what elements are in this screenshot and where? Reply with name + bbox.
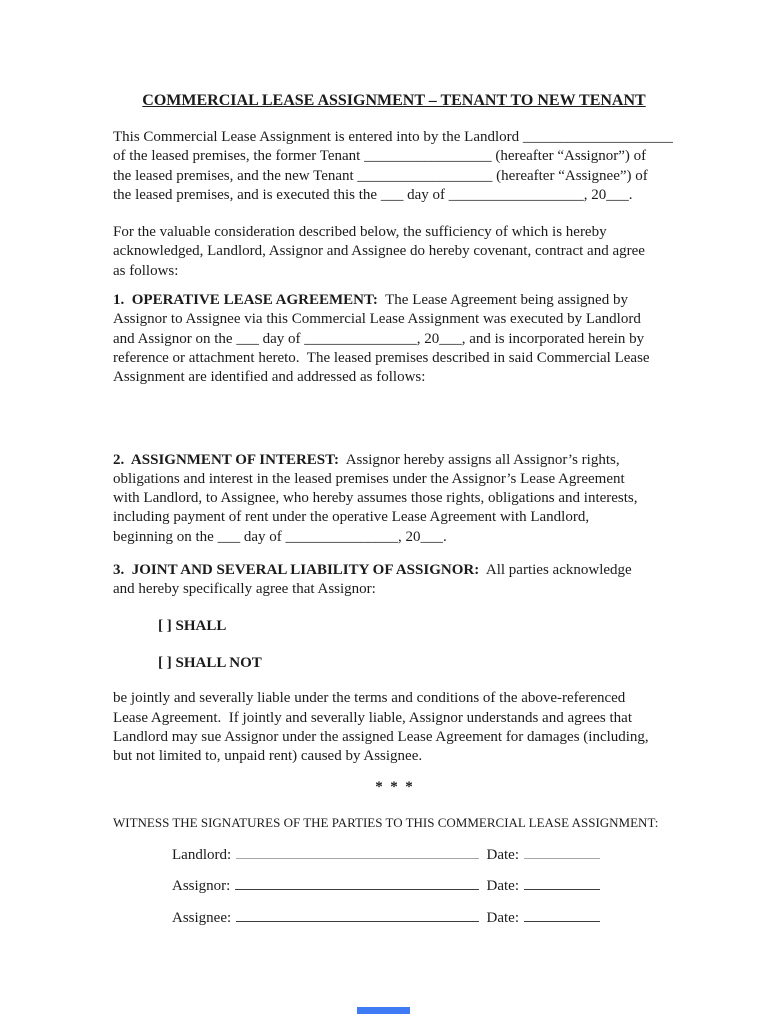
checkbox-option-shall[interactable]: [ ] SHALL [158,617,227,634]
landlord-date-line[interactable] [524,844,600,859]
section1-line: reference or attachment hereto. The leased premises described in said Commercial Lease [113,349,650,366]
consideration-line: as follows: [113,262,179,279]
signature-label: Assignor: [172,878,231,895]
intro-line: the leased premises, and is executed this the ___ day of __________________, 20___. [113,186,633,203]
section1-heading: 1. OPERATIVE LEASE AGREEMENT: [113,292,378,309]
section3-line: and hereby specifically agree that Assignor: [113,581,376,598]
section-operative-lease-agreement [113,291,675,387]
section-joint-several-liability [113,561,675,600]
assignee-signature-line[interactable] [236,907,478,922]
assignor-signature-line[interactable] [235,875,478,890]
intro-line: This Commercial Lease Assignment is entered into by the Landlord ____________________ [113,129,673,145]
liability-line: be jointly and severally liable under the terms and conditions of the above-referenced [113,690,626,707]
intro-line: the leased premises, and the new Tenant __________________ (hereafter “Assignee”) of [113,167,648,184]
date-label: Date: [486,878,519,895]
intro-line: of the leased premises, the former Tenant _________________ (hereafter “Assignor”) of [113,148,647,165]
section2-heading: 2. ASSIGNMENT OF INTEREST: [113,451,340,468]
signature-label: Landlord: [172,846,232,863]
consideration-paragraph [113,223,675,281]
section1-line: Assignor to Assignee via this Commercial Lease Assignment was executed by Landlord [113,311,641,328]
section-separator-stars: * * * [375,779,413,796]
signature-label: Assignee: [172,909,232,926]
date-label: Date: [486,846,519,863]
liability-line: but not limited to, unpaid rent) caused by Assignee. [113,748,423,765]
section2-line: beginning on the ___ day of _______________, 20___. [113,528,447,545]
consideration-line: For the valuable consideration described below, the sufficiency of which is hereby [113,224,607,241]
document-title: COMMERCIAL LEASE ASSIGNMENT – TENANT TO NEW TENANT [142,92,646,109]
signature-row-assignee [172,907,600,926]
liability-paragraph [113,689,675,766]
section2-line: including payment of rent under the operative Lease Agreement with Landlord, [113,509,590,526]
assignee-date-line[interactable] [524,907,600,922]
date-label: Date: [486,909,519,926]
blue-field-marker [357,1007,410,1014]
section-heading-line [113,561,675,580]
section2-line: with Landlord, to Assignee, who hereby assumes those rights, obligations and interests, [113,490,638,507]
section3-heading: 3. JOINT AND SEVERAL LIABILITY OF ASSIGNOR: [113,562,480,579]
assignor-date-line[interactable] [524,875,600,890]
signature-row-landlord [172,844,600,863]
section1-heading-rest: The Lease Agreement being assigned by [377,292,628,309]
consideration-line: acknowledged, Landlord, Assignor and Assignee do hereby covenant, contract and agree [113,243,645,260]
section3-heading-rest: All parties acknowledge [479,562,632,579]
liability-line: Lease Agreement. If jointly and severally liable, Assignor understands and agrees that [113,709,633,726]
section1-line: Assignment are identified and addressed as follows: [113,369,426,386]
section-assignment-of-interest [113,451,675,547]
signature-row-assignor [172,875,600,894]
witness-statement: WITNESS THE SIGNATURES OF THE PARTIES TO THIS COMMERCIAL LEASE ASSIGNMENT: [113,815,659,831]
landlord-signature-line[interactable] [236,844,478,859]
intro-paragraph [113,128,675,205]
section2-line: obligations and interest in the leased premises under the Assignor’s Lease Agreement [113,470,625,487]
section1-line: and Assignor on the ___ day of _______________, 20___, and is incorporated herein by [113,330,645,347]
section-heading-line [113,451,675,470]
section-heading-line [113,291,675,310]
liability-line: Landlord may sue Assignor under the assigned Lease Agreement for damages (including, [113,728,649,745]
section2-heading-rest: Assignor hereby assigns all Assignor’s rights, [339,451,620,468]
checkbox-option-shall-not[interactable]: [ ] SHALL NOT [158,654,262,671]
